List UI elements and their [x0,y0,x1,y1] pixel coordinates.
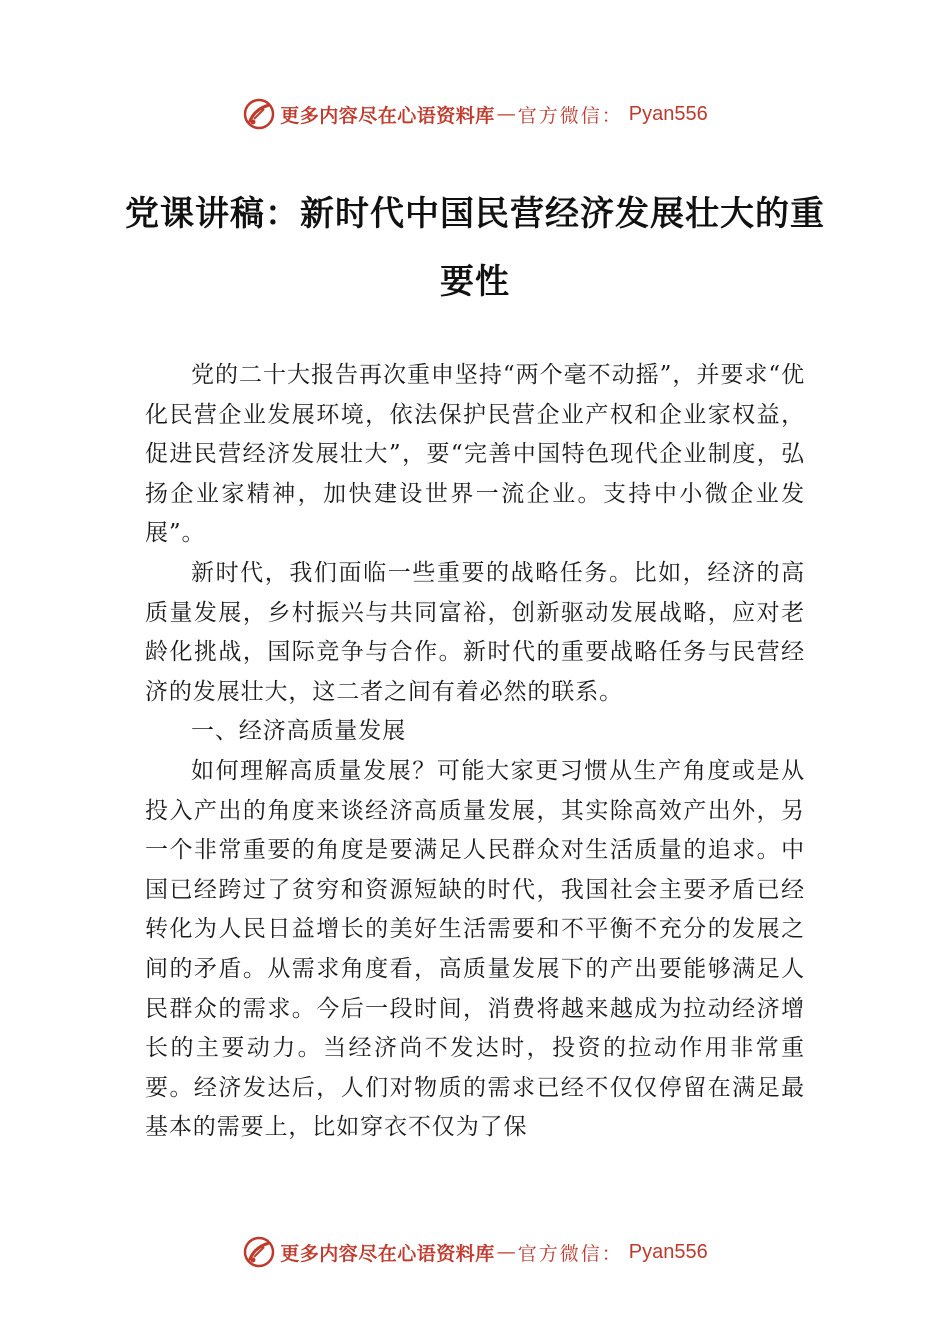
document-body [145,356,805,1148]
paragraph-1: 党的二十大报告再次重申坚持“两个毫不动摇”，并要求“优化民营企业发展环境，依法保护民营企业产权和企业家权益，促进民营经济发展壮大”，要“完善中国特色现代企业制度，弘扬企业家精神，加快建设世界一流企业。支持中小微企业发展”。 [145,362,805,547]
banner-wechat-label: 官方微信： [517,1242,623,1265]
banner-separator: — [496,103,516,125]
banner-slogan: 更多内容尽在心语资料库 [280,104,495,127]
paragraph-2: 新时代，我们面临一些重要的战略任务。比如，经济的高质量发展，乡村振兴与共同富裕，创新驱动发展战略，应对老龄化挑战，国际竞争与合作。新时代的重要战略任务与民营经济的发展壮大，这二者之间有着必然的联系。 [145,559,805,705]
header-banner [0,94,950,134]
banner-wechat-label: 官方微信： [517,104,623,127]
banner-wechat-id: Pyan556 [628,102,708,125]
page-title: 党课讲稿：新时代中国民营经济发展壮大的重要性 [125,194,825,302]
brush-logo-icon [242,97,276,131]
footer-banner [0,1232,950,1272]
banner-wechat-id: Pyan556 [628,1240,708,1263]
banner-separator: — [496,1241,516,1263]
paragraph-3: 如何理解高质量发展？可能大家更习惯从生产角度或是从投入产出的角度来谈经济高质量发展，其实除高效产出外，另一个非常重要的角度是要满足人民群众对生活质量的追求。中国已经跨过了贫穷和资源短缺的时代，我国社会主要矛盾已经转化为人民日益增长的美好生活需要和不平衡不充分的发展之间的矛盾。从需求角度看，高质量发展下的产出要能够满足人民群众的需求。今后一段时间，消费将越来越成为拉动经济增长的主要动力。当经济尚不发达时，投资的拉动作用非常重要。经济发达后，人们对物质的需求已经不仅仅停留在满足最基本的需要上，比如穿衣不仅为了保 [145,757,805,1141]
banner-slogan: 更多内容尽在心语资料库 [280,1242,495,1265]
brush-logo-icon [242,1235,276,1269]
section-heading: 一、经济高质量发展 [191,718,407,745]
